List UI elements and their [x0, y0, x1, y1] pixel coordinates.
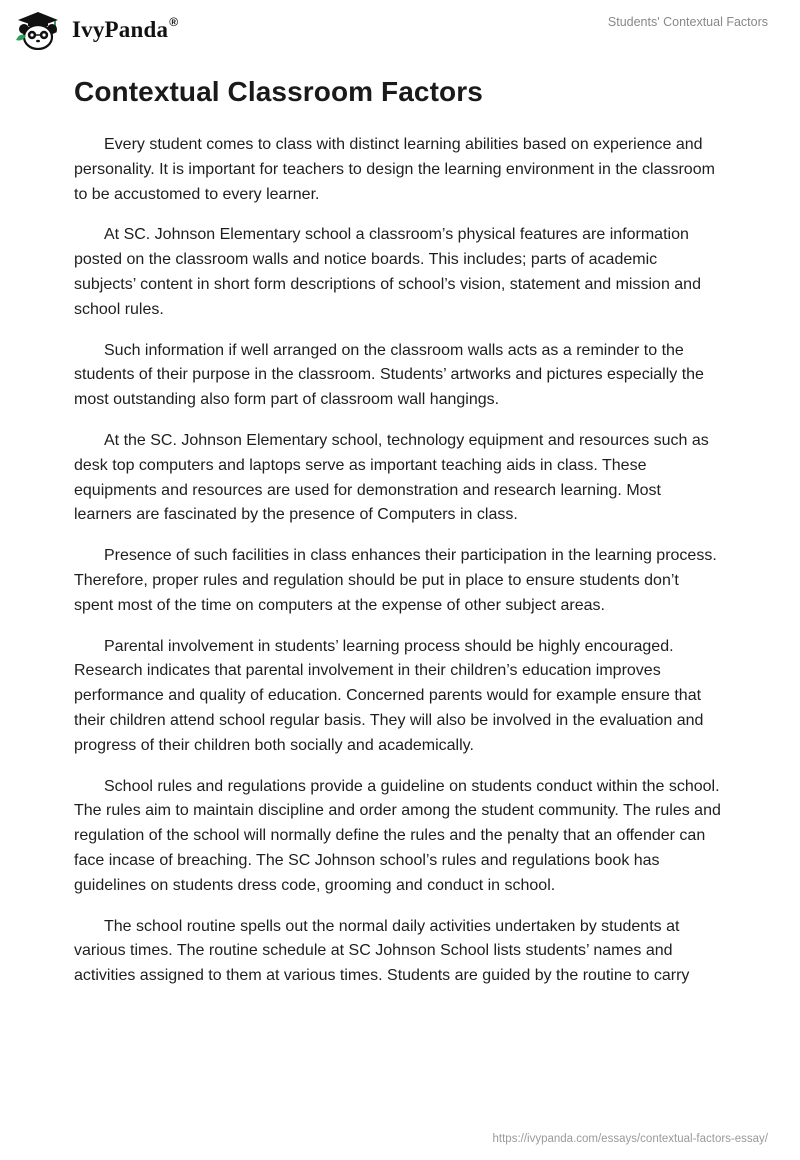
paragraph-4: At the SC. Johnson Elementary school, technology equipment and resources such as desk top computers and laptops serve as important teaching aids in class. These equipments and resources are used for demonstration and research learning. Most learners are fascinated by the presence of Computers in class. [74, 431, 709, 524]
page-header [0, 0, 800, 60]
paragraph-3: Such information if well arranged on the classroom walls acts as a reminder to the students of their purpose in the classroom. Students’ artworks and pictures especially the most outstanding also form part of classroom wall hangings. [74, 341, 704, 409]
article-body [74, 133, 722, 1005]
paragraph-8: The school routine spells out the normal daily activities undertaken by students at various times. The routine schedule at SC Johnson School lists students’ names and activities assigned to them at various times. Students are guided by the routine to carry [74, 917, 690, 985]
paragraph-2: At SC. Johnson Elementary school a classroom’s physical features are information posted on the classroom walls and notice boards. This includes; parts of academic subjects’ content in short form descriptions of school’s vision, statement and mission and school rules. [74, 226, 701, 318]
registered-mark: ® [169, 15, 179, 29]
source-url[interactable]: https://ivypanda.com/essays/contextual-factors-essay/ [492, 1133, 768, 1145]
running-title: Students' Contextual Factors [607, 15, 768, 29]
paragraph-6: Parental involvement in students’ learning process should be highly encouraged. Research indicates that parental involvement in their children’s education improves performance and quality of education. Concerned parents would for example ensure that their children attend school regular basis. They will also be involved in the evaluation and progress of their children both socially and academically. [74, 637, 704, 754]
page-title: Contextual Classroom Factors [74, 76, 483, 107]
paragraph-5: Presence of such facilities in class enhances their participation in the learning process. Therefore, proper rules and regulation should be put in place to ensure students don’t spent most of the time on computers at the expense of other subject areas. [74, 547, 717, 614]
panda-graduate-icon [14, 10, 66, 50]
logo-wordmark: IvyPanda® [72, 15, 179, 42]
site-logo[interactable] [14, 10, 178, 50]
paragraph-7: School rules and regulations provide a guideline on students conduct within the school. The rules aim to maintain discipline and order among the student community. The rules and regulation of the school will normally define the rules and the penalty that an offender can face incase of breaching. The SC Johnson school’s rules and regulations book has guidelines on students dress code, grooming and conduct in school. [74, 777, 721, 894]
paragraph-1: Every student comes to class with distinct learning abilities based on experience and personality. It is important for teachers to design the learning environment in the classroom to be accustomed to every learner. [74, 136, 715, 203]
